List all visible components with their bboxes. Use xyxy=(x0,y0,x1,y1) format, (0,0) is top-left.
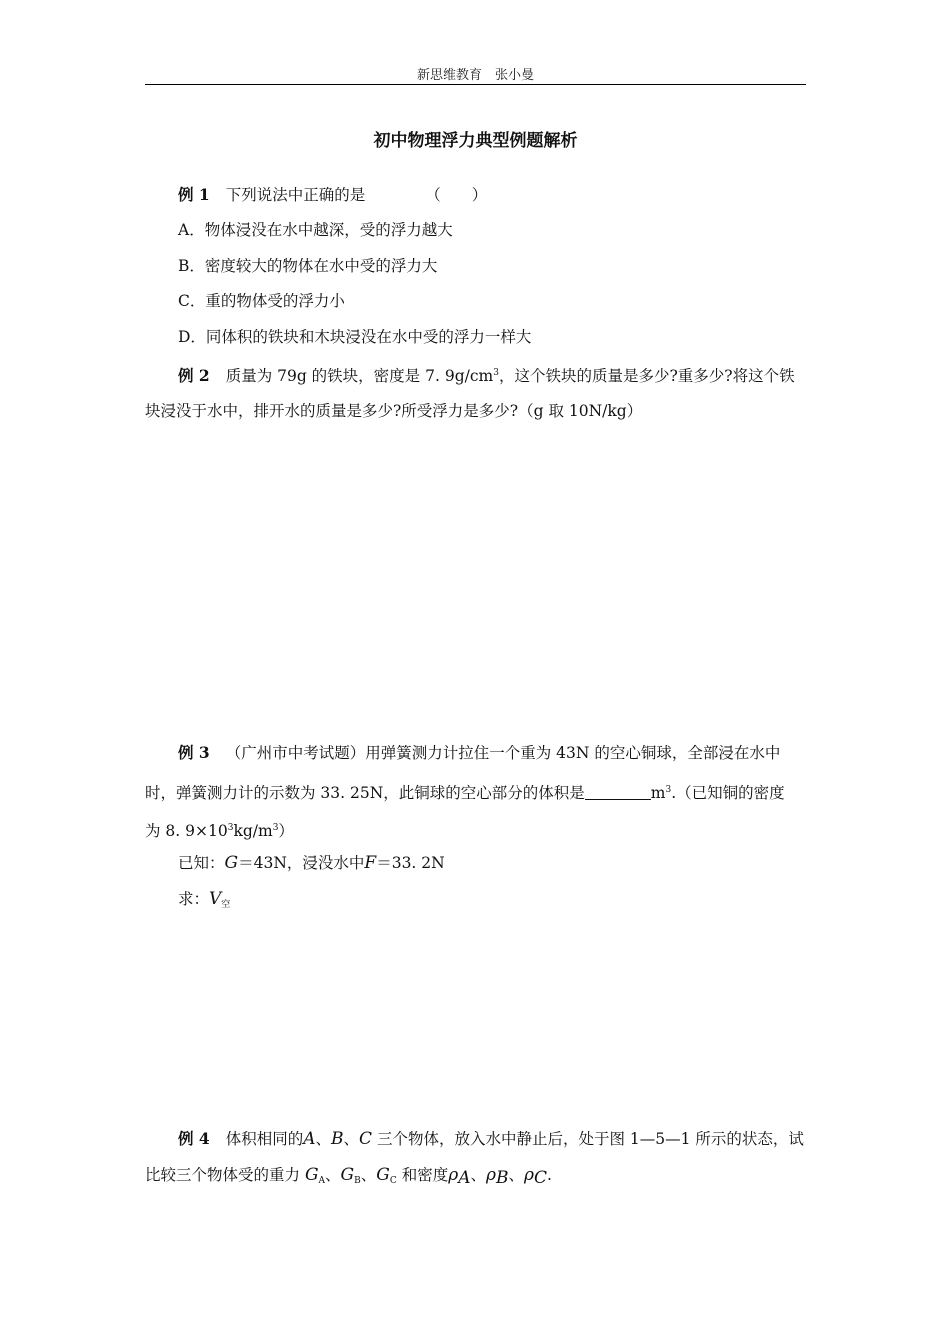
page-header: 新思维教育 张小曼 xyxy=(416,68,534,83)
example-1-answer-paren: （ ） xyxy=(425,186,488,204)
example-3-text: （广州市中考试题）用弹簧测力计拉住一个重为 43N 的空心铜球，全部浸在水中 xyxy=(225,744,781,762)
superscript: 3 xyxy=(493,368,499,378)
separator: 、 xyxy=(315,1130,331,1148)
example-1-option-d: D．同体积的铁块和木块浸没在水中受的浮力一样大 xyxy=(178,328,532,346)
example-3-text: 为 8. 9×10 xyxy=(145,822,228,840)
variable-c: C xyxy=(359,1129,373,1149)
superscript: 3 xyxy=(665,785,672,795)
variable-g: G xyxy=(376,1165,390,1185)
known-label: 已知： xyxy=(178,854,225,872)
example-2-label: 例 2 xyxy=(178,366,210,385)
variable-f: F xyxy=(364,853,377,873)
example-2-text: 质量为 79g 的铁块，密度是 7. 9g/cm xyxy=(225,367,494,385)
superscript: 3 xyxy=(227,823,234,833)
example-4-text: 体积相同的 xyxy=(225,1130,304,1148)
example-4-label: 例 4 xyxy=(178,1129,210,1148)
example-1-question: 下列说法中正确的是 xyxy=(225,186,366,204)
subscript: A xyxy=(318,1176,326,1186)
superscript: 3 xyxy=(272,823,279,833)
subscript: A xyxy=(458,1168,471,1188)
variable-a: A xyxy=(303,1129,316,1149)
subscript: B xyxy=(496,1168,509,1188)
example-1-option-a: A．物体浸没在水中越深，受的浮力越大 xyxy=(178,221,453,239)
example-1-option-b: B．密度较大的物体在水中受的浮力大 xyxy=(178,257,438,275)
header-rule xyxy=(145,84,806,85)
separator: 、 xyxy=(508,1166,525,1184)
unit-text: m xyxy=(650,784,666,802)
subscript: 空 xyxy=(221,900,231,910)
separator: 、 xyxy=(470,1166,486,1184)
example-3-line-3 xyxy=(145,817,294,842)
example-1-option-c: C．重的物体受的浮力小 xyxy=(178,292,345,310)
separator: 、 xyxy=(360,1166,377,1184)
unit-text: kg/m xyxy=(233,822,273,840)
variable-rho: ρ xyxy=(486,1165,496,1185)
separator: 、 xyxy=(325,1166,341,1184)
example-1-stem xyxy=(178,184,487,206)
example-4-text: 三个物体，放入水中静止后，处于图 1—5—1 所示的状态，试 xyxy=(372,1130,804,1148)
known-text: ＝43N，浸没水中 xyxy=(238,854,365,872)
example-3-line-1 xyxy=(178,742,780,764)
variable-g: G xyxy=(304,1165,319,1185)
period: . xyxy=(547,1166,552,1184)
variable-rho: ρ xyxy=(448,1165,459,1185)
example-4-line-1 xyxy=(178,1128,804,1150)
example-2-text: ，这个铁块的质量是多少?重多少?将这个铁 xyxy=(498,367,795,385)
example-3-label: 例 3 xyxy=(178,743,210,762)
document-title: 初中物理浮力典型例题解析 xyxy=(373,131,578,151)
subscript: C xyxy=(534,1168,548,1188)
subscript: B xyxy=(354,1176,361,1186)
example-1-label: 例 1 xyxy=(178,185,210,204)
example-2-line-1 xyxy=(178,362,795,387)
known-text: ＝33. 2N xyxy=(376,854,445,872)
example-3-text: 时，弹簧测力计的示数为 33. 25N，此铜球的空心部分的体积是 xyxy=(145,784,585,802)
example-3-known xyxy=(178,852,445,874)
variable-v: V xyxy=(209,889,222,909)
answer-blank xyxy=(585,785,651,800)
example-3-ask xyxy=(178,888,230,916)
ask-label: 求： xyxy=(178,890,210,908)
example-2-line-2: 块浸没于水中，排开水的质量是多少?所受浮力是多少?（g 取 10N/kg） xyxy=(145,402,643,420)
example-4-text: 比较三个物体受的重力 xyxy=(145,1166,305,1184)
variable-b: B xyxy=(331,1129,344,1149)
subscript: C xyxy=(389,1176,397,1186)
example-3-line-2 xyxy=(145,779,785,804)
example-3-text: ） xyxy=(278,822,294,840)
example-4-line-2 xyxy=(145,1164,552,1192)
variable-g: G xyxy=(224,853,239,873)
example-4-text: 和密度 xyxy=(396,1166,449,1184)
variable-rho: ρ xyxy=(524,1165,535,1185)
separator: 、 xyxy=(343,1130,360,1148)
variable-g: G xyxy=(340,1165,355,1185)
example-3-text: .（已知铜的密度 xyxy=(671,784,785,802)
